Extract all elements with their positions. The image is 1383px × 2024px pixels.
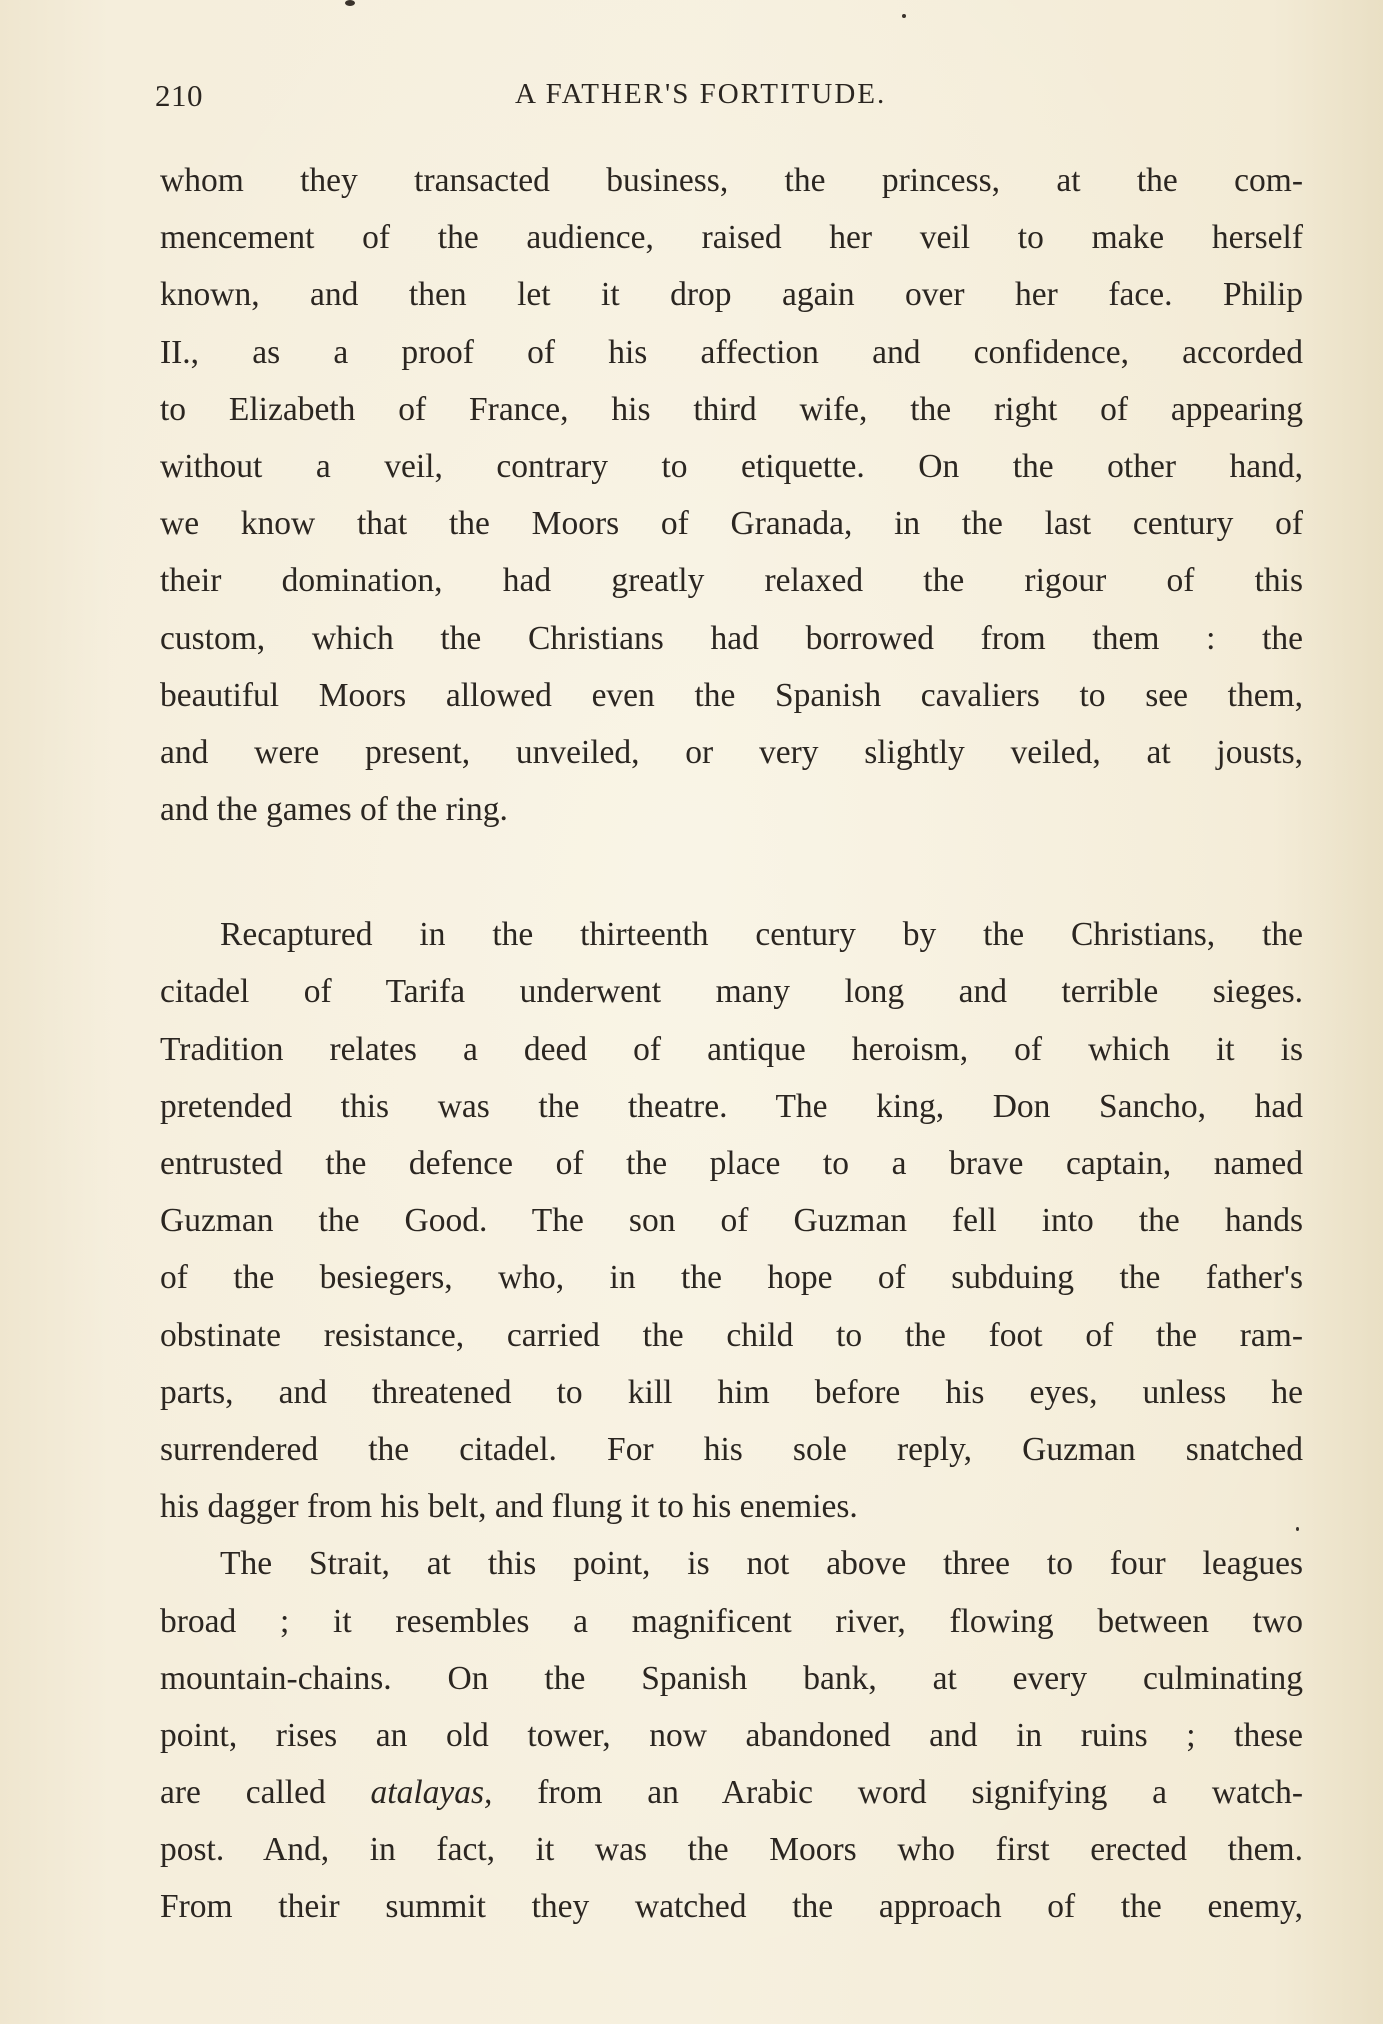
text-line: whom they transacted business, the princess, at the com- xyxy=(160,162,1303,199)
running-title: A FATHER'S FORTITUDE. xyxy=(515,78,887,110)
text-line: custom, which the Christians had borrowed from them : the xyxy=(160,619,1303,657)
paragraph-3 xyxy=(160,1535,1303,1935)
page-header xyxy=(155,78,1305,122)
text-line: citadel of Tarifa underwent many long and terrible sieges. xyxy=(160,973,1303,1011)
paragraph-2 xyxy=(160,906,1303,1535)
text-line: From their summit they watched the approach of the enemy, xyxy=(160,1888,1303,1926)
text-segment: are called xyxy=(160,1774,326,1812)
body-text xyxy=(160,152,1303,1936)
paragraph-gap xyxy=(160,838,1303,906)
text-line: entrusted the defence of the place to a brave captain, named xyxy=(160,1145,1303,1182)
text-line: beautiful Moors allowed even the Spanish cavaliers to see them, xyxy=(160,676,1303,714)
text-line: and were present, unveiled, or very slightly veiled, at jousts, xyxy=(160,733,1303,771)
text-segment: from an Arabic word signifying a watch- xyxy=(537,1774,1303,1812)
text-line: and the games of the ring. xyxy=(160,791,508,829)
text-line: we know that the Moors of Granada, in the last century of xyxy=(160,505,1303,543)
ink-speck xyxy=(902,14,906,18)
text-line: mencement of the audience, raised her veil to make herself xyxy=(160,219,1303,257)
text-line: without a veil, contrary to etiquette. On the other hand, xyxy=(160,447,1303,485)
text-line: mountain-chains. On the Spanish bank, at every culminating xyxy=(160,1659,1303,1697)
text-line: obstinate resistance, carried the child to the foot of the ram- xyxy=(160,1316,1303,1354)
page-number: 210 xyxy=(155,78,203,113)
text-line: pretended this was the theatre. The king, Don Sancho, had xyxy=(160,1087,1303,1125)
text-line: point, rises an old tower, now abandoned and in ruins ; these xyxy=(160,1716,1303,1754)
text-line: to Elizabeth of France, his third wife, the right of appearing xyxy=(160,390,1303,428)
text-line: surrendered the citadel. For his sole reply, Guzman snatched xyxy=(160,1430,1303,1468)
text-line: parts, and threatened to kill him before his eyes, unless he xyxy=(160,1373,1303,1411)
text-line: broad ; it resembles a magnificent river, flowing between two xyxy=(160,1602,1303,1640)
text-line: of the besiegers, who, in the hope of subduing the father's xyxy=(160,1259,1303,1297)
paragraph-1 xyxy=(160,152,1303,838)
text-line: Guzman the Good. The son of Guzman fell into the hands xyxy=(160,1202,1303,1240)
text-line: The Strait, at this point, is not above three to four leagues xyxy=(220,1545,1303,1583)
text-line-with-italic xyxy=(160,1764,1303,1821)
text-line: his dagger from his belt, and flung it to his enemies. xyxy=(160,1488,858,1526)
text-line: II., as a proof of his affection and confidence, accorded xyxy=(160,333,1303,371)
text-line: Tradition relates a deed of antique heroism, of which it is xyxy=(160,1030,1303,1068)
text-line: post. And, in fact, it was the Moors who first erected them. xyxy=(160,1831,1303,1869)
text-line: known, and then let it drop again over her face. Philip xyxy=(160,276,1303,314)
italic-term: atalayas, xyxy=(370,1774,493,1812)
text-line: their domination, had greatly relaxed the rigour of this xyxy=(160,562,1303,600)
text-line: Recaptured in the thirteenth century by the Christians, the xyxy=(220,916,1303,954)
ink-speck xyxy=(345,0,355,6)
